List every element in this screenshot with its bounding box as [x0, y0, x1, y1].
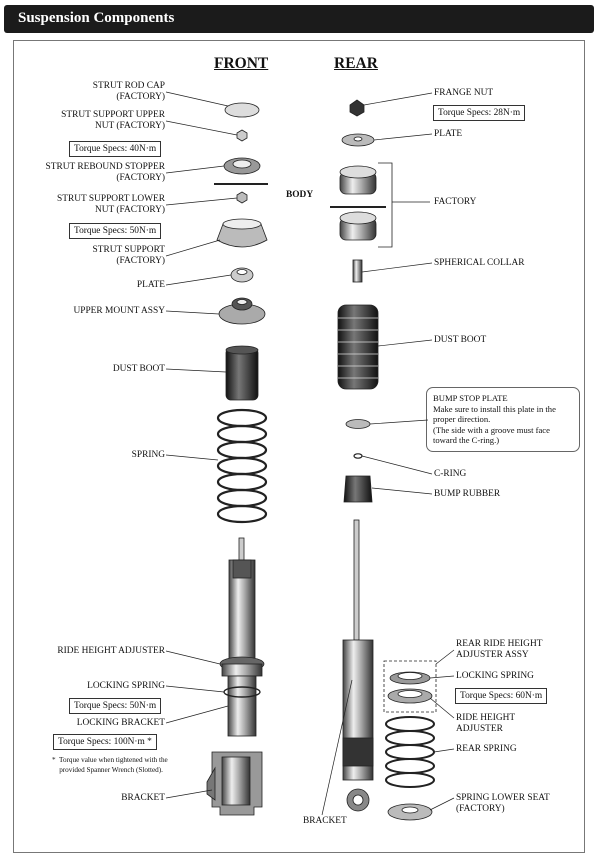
- bump-stop-plate: [346, 420, 370, 429]
- rear-spring: [386, 717, 434, 787]
- rear-shaft: [354, 520, 359, 640]
- rear-heading: REAR: [334, 55, 378, 72]
- torque-spec-40: Torque Specs: 40N·m: [69, 141, 161, 157]
- label-dust-boot-rear: DUST BOOT: [434, 335, 487, 345]
- label-ride-height-adjuster-rear: RIDE HEIGHT ADJUSTER: [456, 713, 516, 734]
- factory-bracket-line: [378, 163, 392, 247]
- label-c-ring: C-RING: [434, 469, 467, 479]
- label-locking-spring-rear: LOCKING SPRING: [456, 671, 534, 681]
- label-rear-spring: REAR SPRING: [456, 744, 517, 754]
- torque-spec-28: Torque Specs: 28N·m: [433, 105, 525, 121]
- torque-spec-50-a: Torque Specs: 50N·m: [69, 223, 161, 239]
- rear-adjuster-assy-box: [384, 661, 436, 712]
- label-spring-front: SPRING: [131, 450, 165, 460]
- label-plate-front: PLATE: [136, 280, 165, 290]
- front-shaft: [239, 538, 244, 560]
- leader-lines: [166, 92, 454, 815]
- lower-nut: [237, 192, 247, 203]
- dust-boot-rear: [338, 305, 378, 389]
- label-spring-lower-seat: SPRING LOWER SEAT (FACTORY): [456, 793, 550, 814]
- label-locking-bracket: LOCKING BRACKET: [76, 718, 165, 728]
- c-ring: [354, 454, 362, 458]
- label-spherical-collar: SPHERICAL COLLAR: [434, 258, 525, 268]
- bump-stop-plate-callout: BUMP STOP PLATE Make sure to install this plate in the proper direction. (The side with a groove must face toward the C-ring.): [426, 387, 580, 452]
- label-frange-nut: FRANGE NUT: [434, 88, 494, 98]
- label-factory-rear: FACTORY: [434, 197, 477, 207]
- front-parts: [207, 103, 268, 815]
- label-plate-rear: PLATE: [434, 129, 463, 139]
- bump-rubber: [344, 476, 372, 502]
- label-ride-height-adjuster-front: RIDE HEIGHT ADJUSTER: [57, 646, 165, 656]
- strut-rod-cap: [225, 103, 259, 117]
- label-strut-rebound-stopper: STRUT REBOUND STOPPER (FACTORY): [45, 162, 165, 183]
- label-bracket-rear: BRACKET: [303, 816, 347, 826]
- label-strut-support-upper-nut: STRUT SUPPORT UPPER NUT (FACTORY): [61, 110, 165, 131]
- spherical-collar: [353, 260, 362, 282]
- rear-parts: [330, 100, 436, 820]
- label-strut-support: STRUT SUPPORT (FACTORY): [92, 245, 165, 266]
- upper-nut: [237, 130, 247, 141]
- torque-spec-60: Torque Specs: 60N·m: [455, 688, 547, 704]
- label-strut-rod-cap: STRUT ROD CAP (FACTORY): [92, 81, 165, 102]
- label-strut-support-lower-nut: STRUT SUPPORT LOWER NUT (FACTORY): [57, 194, 165, 215]
- front-heading: FRONT: [214, 55, 269, 72]
- label-locking-spring-front: LOCKING SPRING: [87, 681, 165, 691]
- label-bump-rubber: BUMP RUBBER: [434, 489, 501, 499]
- page-title: Suspension Components: [18, 10, 175, 26]
- label-dust-boot-front: DUST BOOT: [112, 364, 165, 374]
- torque-spec-50-b: Torque Specs: 50N·m: [69, 698, 161, 714]
- dust-boot-front: [226, 348, 258, 400]
- label-upper-mount-assy: UPPER MOUNT ASSY: [73, 306, 165, 316]
- body-label: BODY: [286, 190, 314, 200]
- torque-spec-100: Torque Specs: 100N·m *: [53, 734, 157, 750]
- torque-footnote: * Torque value when tightened with the provided Spanner Wrench (Slotted).: [52, 756, 168, 774]
- front-spring: [218, 410, 266, 522]
- label-bracket-front: BRACKET: [121, 793, 165, 803]
- frange-nut: [350, 100, 364, 116]
- label-rear-ride-height-adjuster-assy: REAR RIDE HEIGHT ADJUSTER ASSY: [456, 639, 543, 660]
